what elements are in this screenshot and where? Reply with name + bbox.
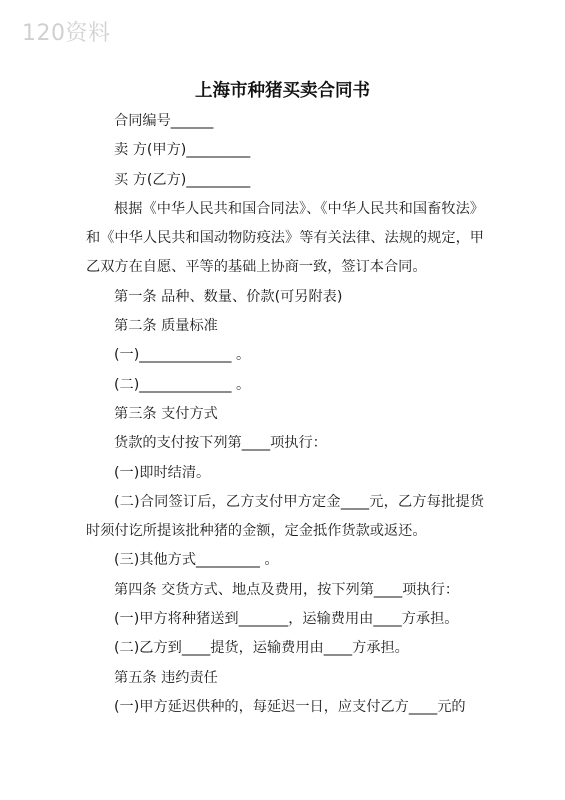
article-3-heading: 第三条 支付方式 [114, 405, 218, 422]
article-2-item-2: (二)_____________ 。 [114, 376, 251, 393]
preamble-paragraph: 根据《中华人民共和国合同法》、《中华人民共和国畜牧法》和《中华人民共和国动物防疫法》等有关法律、法规的规定，甲乙双方在自愿、平等的基础上协商一致，签订本合同。 [86, 200, 484, 276]
article-3-item-2: (二)合同签订后，乙方支付甲方定金____元，乙方每批提货时须付讫所提该批种猪的金额，定金抵作货款或返还。 [86, 493, 484, 540]
article-3-item-1: (一)即时结清。 [114, 464, 211, 481]
buyer-line: 买 方(乙方)_________ [114, 171, 251, 188]
seller-line: 卖 方(甲方)_________ [114, 142, 251, 159]
document-title: 上海市种猪买卖合同书 [195, 81, 370, 101]
article-4-item-2: (二)乙方到____提货，运输费用由____方承担。 [114, 640, 409, 657]
article-4-item-1: (一)甲方将种猪送到_______，运输费用由____方承担。 [114, 611, 459, 628]
article-5-heading: 第五条 违约责任 [114, 669, 218, 686]
article-3-item-3: (三)其他方式_________ 。 [114, 552, 279, 569]
article-3-intro: 货款的支付按下列第____项执行： [114, 435, 327, 452]
article-2-heading: 第二条 质量标准 [114, 318, 218, 335]
article-1-heading: 第一条 品种、数量、价款(可另附表) [114, 288, 343, 305]
contract-number-line: 合同编号______ [114, 113, 214, 129]
watermark: 120资料 [22, 21, 111, 46]
article-4-heading: 第四条 交货方式、地点及费用，按下列第____项执行： [114, 581, 460, 598]
document-body [86, 107, 484, 722]
article-5-item-1: (一)甲方延迟供种的，每延迟一日，应支付乙方____元的 [114, 698, 466, 715]
article-2-item-1: (一)_____________ 。 [114, 347, 251, 364]
